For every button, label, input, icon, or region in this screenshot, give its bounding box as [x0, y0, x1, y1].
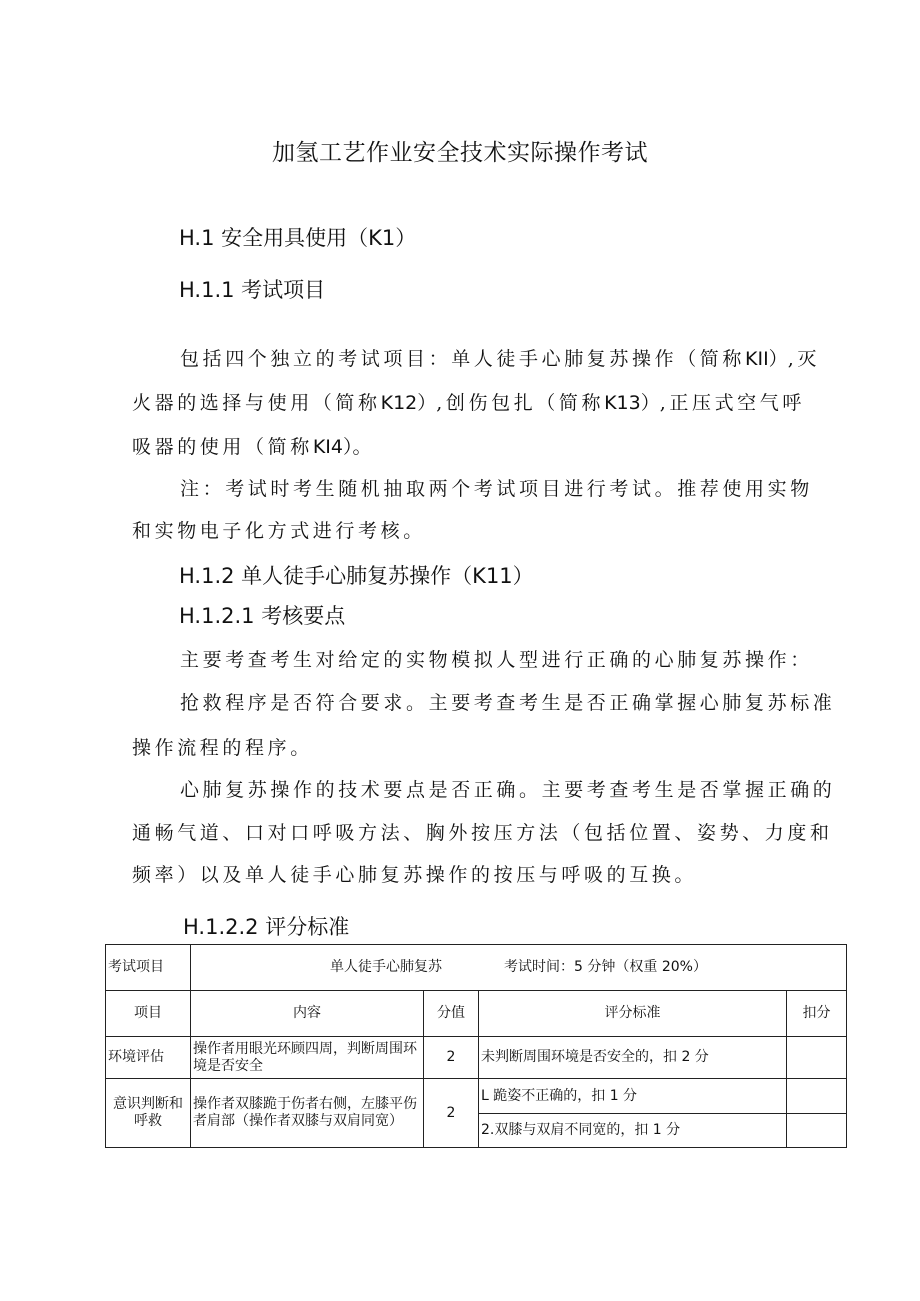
section-h1-2-1: H.1.2.1 考核要点 [179, 604, 346, 628]
row-item: 环境评估 [106, 1037, 191, 1079]
exam-time: 考试时间：5 分钟（权重 20%） [504, 959, 707, 975]
header-score: 分值 [424, 991, 479, 1037]
para1-line3: 吸器的使用（简称KI4）。 [132, 436, 376, 458]
row-criteria: L 跪姿不正确的，扣 1 分 [479, 1079, 787, 1114]
header-item: 项目 [106, 991, 191, 1037]
para5-line3: 频率）以及单人徒手心肺复苏操作的按压与呼吸的互换。 [132, 864, 698, 886]
para4-line2: 操作流程的程序。 [132, 737, 313, 759]
scoring-table [105, 944, 847, 1148]
page-title: 加氢工艺作业安全技术实际操作考试 [272, 140, 648, 166]
para1-line2: 火器的选择与使用（简称K12）,创伤包扎（简称K13）,正压式空气呼 [132, 392, 805, 414]
row-deduction [787, 1037, 847, 1079]
row-deduction [787, 1114, 847, 1148]
section-h1: H.1 安全用具使用（K1） [179, 226, 417, 250]
section-h1-1: H.1.1 考试项目 [179, 278, 326, 302]
section-h1-2: H.1.2 单人徒手心肺复苏操作（K11） [179, 564, 534, 588]
section-h1-2-2: H.1.2.2 评分标准 [183, 915, 350, 939]
row-score: 2 [424, 1079, 479, 1148]
header-criteria: 评分标准 [479, 991, 787, 1037]
table-row [106, 1079, 847, 1114]
table-row [106, 1037, 847, 1079]
exam-value: 单人徒手心肺复苏 [330, 959, 443, 975]
note-line2: 和实物电子化方式进行考核。 [132, 520, 426, 542]
exam-info [191, 945, 847, 991]
note-line1: 注：考试时考生随机抽取两个考试项目进行考试。推荐使用实物 [180, 478, 813, 500]
table-header-row [106, 991, 847, 1037]
exam-label: 考试项目 [106, 945, 191, 991]
para1-line1: 包括四个独立的考试项目：单人徒手心肺复苏操作（简称KII）,灭 [180, 348, 820, 370]
row-content: 操作者用眼光环顾四周，判断周围环境是否安全 [191, 1037, 424, 1079]
para5-line1: 心肺复苏操作的技术要点是否正确。主要考查考生是否掌握正确的 [180, 779, 836, 801]
row-score: 2 [424, 1037, 479, 1079]
row-criteria: 未判断周围环境是否安全的，扣 2 分 [479, 1037, 787, 1079]
header-deduction: 扣分 [787, 991, 847, 1037]
row-content: 操作者双膝跪于伤者右侧，左膝平伤者肩部（操作者双膝与双肩同宽） [191, 1079, 424, 1148]
row-criteria: 2.双膝与双肩不同宽的，扣 1 分 [479, 1114, 787, 1148]
row-item: 意识判断和呼救 [106, 1079, 191, 1148]
header-content: 内容 [191, 991, 424, 1037]
row-deduction [787, 1079, 847, 1114]
para3: 主要考查考生对给定的实物模拟人型进行正确的心肺复苏操作： [180, 649, 813, 671]
table-row [106, 945, 847, 991]
para4-line1: 抢救程序是否符合要求。主要考查考生是否正确掌握心肺复苏标准 [180, 692, 836, 714]
para5-line2: 通畅气道、口对口呼吸方法、胸外按压方法（包括位置、姿势、力度和 [132, 822, 833, 844]
